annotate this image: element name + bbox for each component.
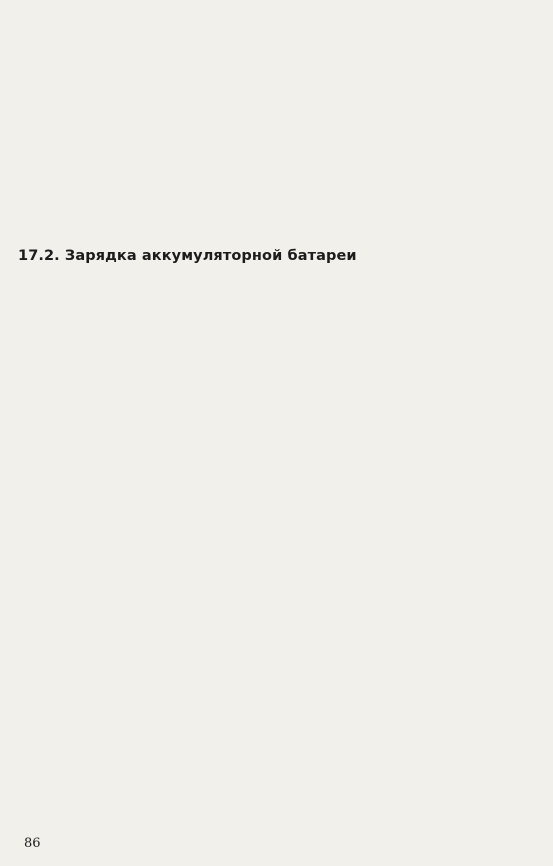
page-number: 86 [24, 836, 41, 851]
section-heading: 17.2. Зарядка аккумуляторной батареи [18, 248, 357, 264]
